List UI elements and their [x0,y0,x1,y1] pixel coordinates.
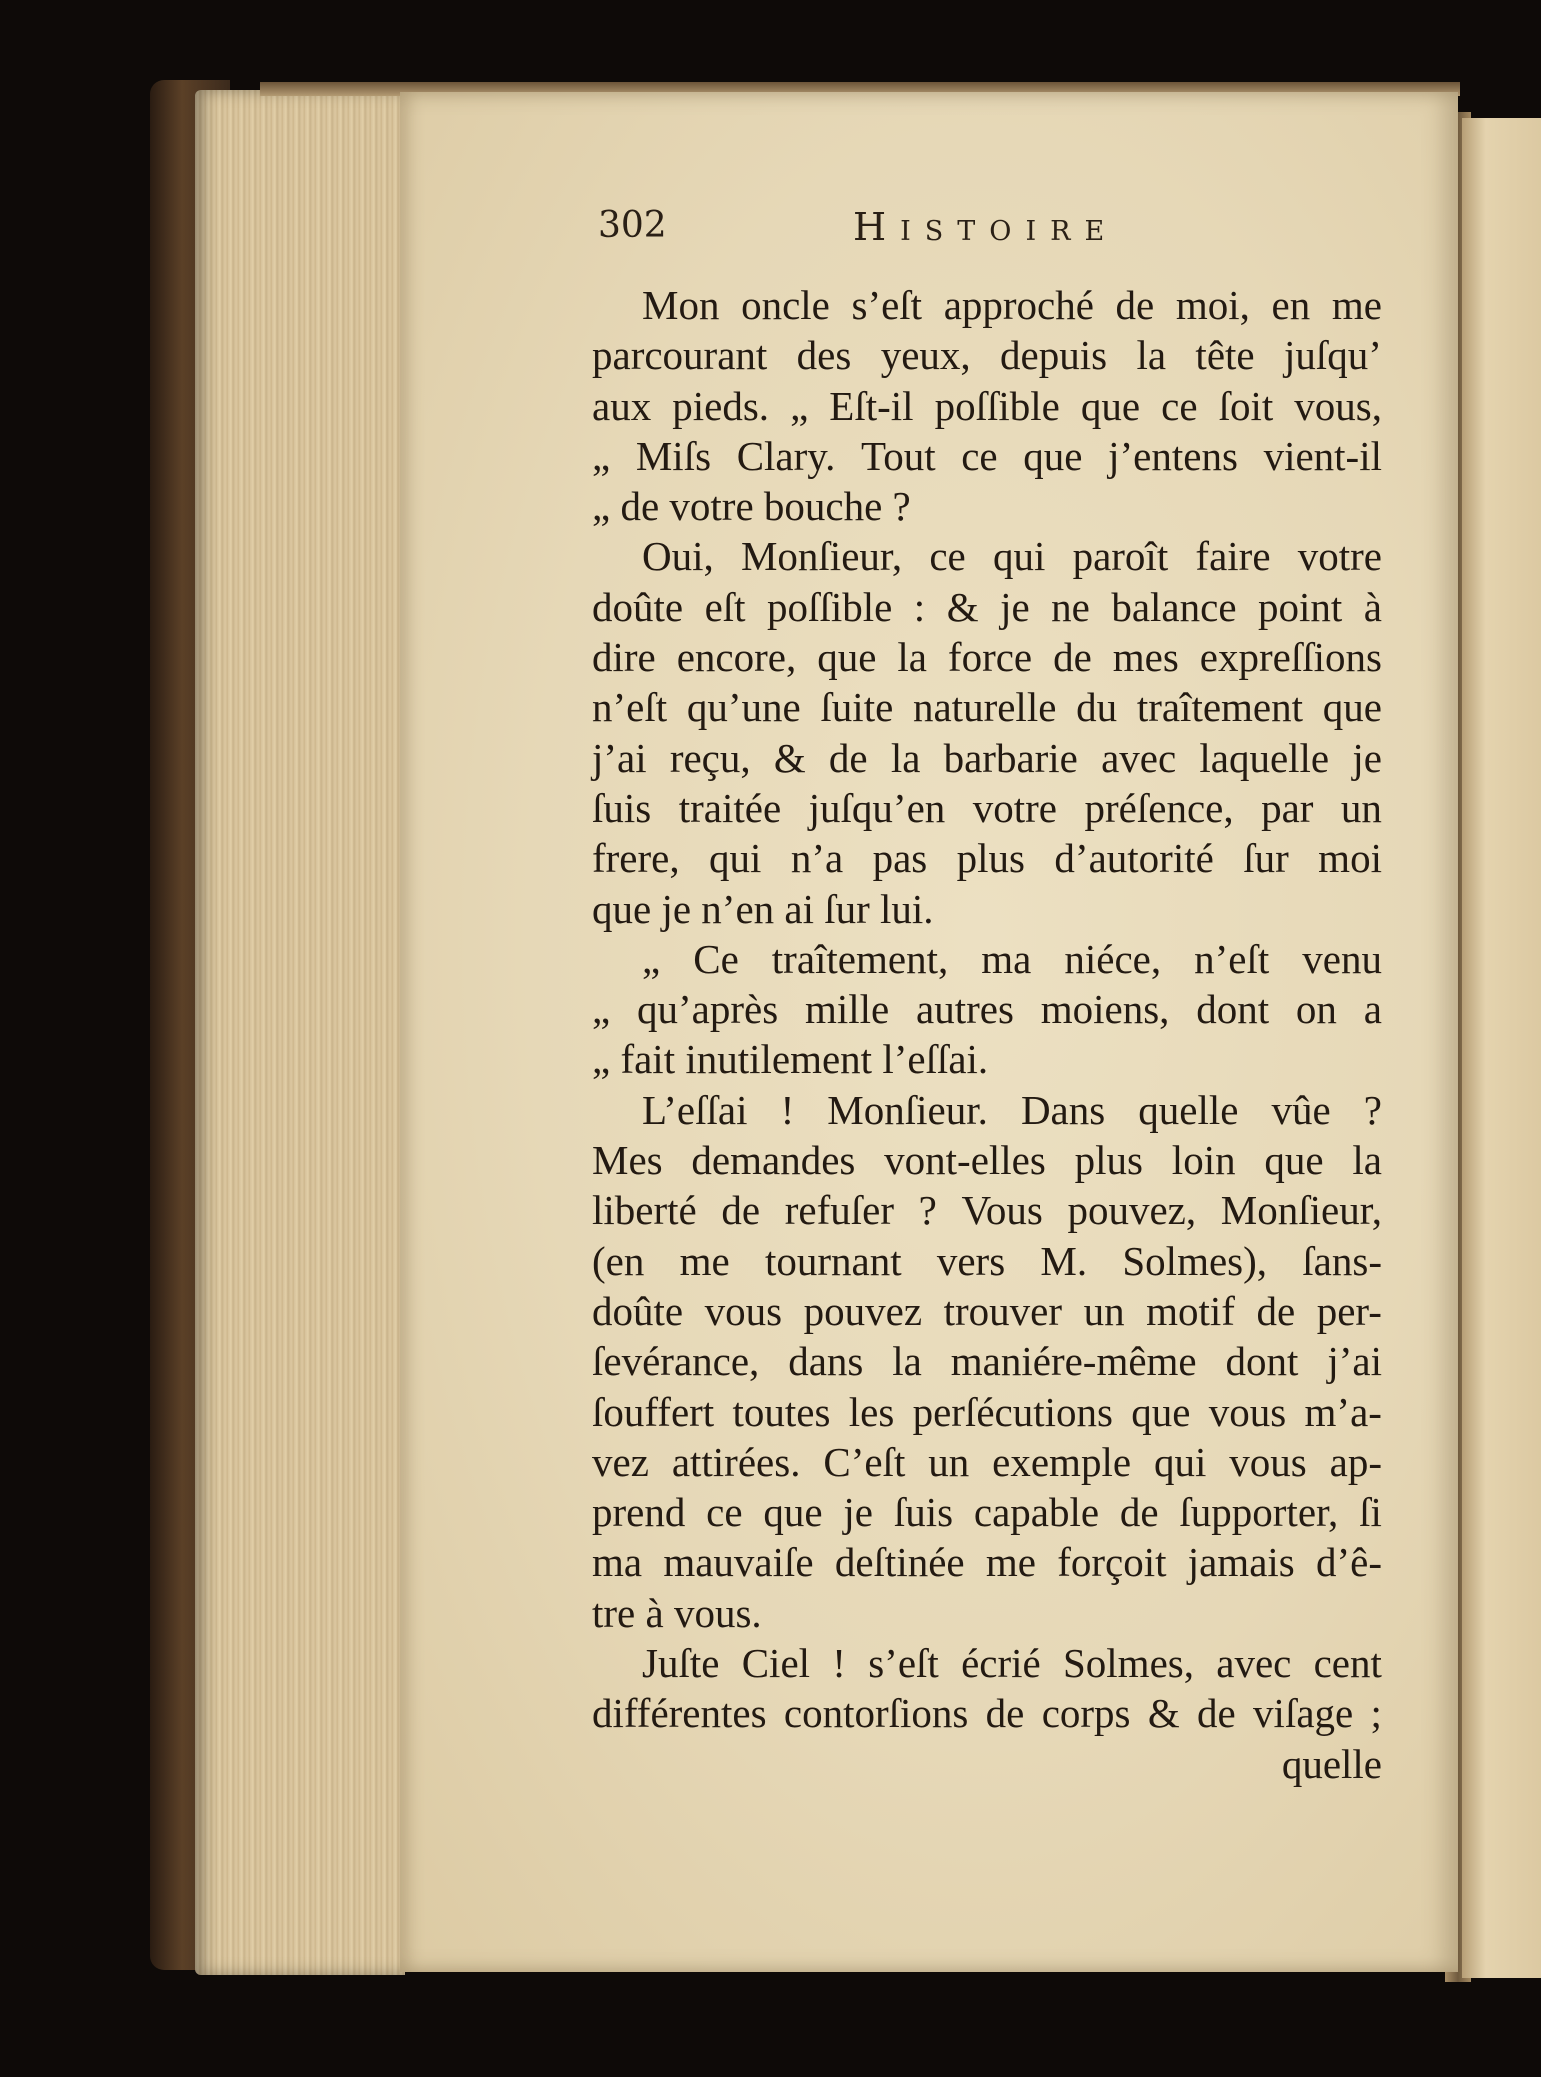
word: que [817,634,877,681]
word: frere, [592,835,680,882]
word: loin [1171,1137,1236,1184]
word: votre [972,784,1058,831]
word: un [1340,784,1382,831]
word: j’ai [592,734,647,781]
text-line [592,1236,1382,1286]
word: cent [1313,1640,1382,1687]
text-line [592,531,1382,581]
word: Monſieur, [1220,1187,1382,1234]
word: encore, [676,634,797,681]
word: ce [1161,382,1198,429]
facing-page-sliver [1462,118,1541,1978]
word: dont [1196,986,1270,1033]
word: moi [1318,835,1382,882]
word: Monſieur, [740,533,903,580]
word: qui [1153,1438,1207,1485]
word: Solmes), [1122,1237,1268,1284]
word: que [1264,1137,1324,1184]
word: parcourant [592,332,768,379]
text-line [592,1537,1382,1587]
word: aux [592,382,652,429]
word: ! [832,1640,846,1687]
word: ma [592,1539,643,1586]
word: traîtement [1136,684,1304,731]
text-line: que je n’en ai ſur lui. [592,885,934,932]
word: ne [1051,583,1090,630]
word: & [946,583,979,630]
word: ; [1370,1690,1382,1737]
text-line [592,833,1382,883]
word: a [1363,986,1382,1033]
text-line [592,984,1382,1034]
word: différentes [592,1690,767,1737]
word: par [1261,784,1314,831]
word: exemple [992,1438,1132,1485]
word: Eſt-il [829,382,914,429]
text-line: tre à vous. [592,1589,762,1636]
word: je [1352,734,1382,781]
word: Miſs [635,432,712,479]
word: n’eſt [592,684,668,731]
word: C’eſt [823,1438,906,1485]
word: approché [943,282,1094,328]
word: doûte [592,1287,684,1334]
text-line [592,1286,1382,1336]
word: mes [1112,634,1179,681]
text-line [592,582,1382,632]
word: d’autorité [1054,835,1214,882]
word: reçu, [669,734,751,781]
word: ſuis [893,1489,954,1536]
word: pouvez, [1067,1187,1197,1234]
word: me [679,1237,730,1284]
word: Ce [693,935,739,982]
word: pieds. [672,382,770,429]
word: de [721,1187,761,1234]
word: Mes [592,1137,663,1184]
word: (en [592,1237,645,1284]
word: avec [1216,1640,1292,1687]
word: „ [592,986,611,1033]
word: plus [956,835,1026,882]
word: point [1258,583,1343,630]
word: poſſible [767,583,893,630]
word: ſuite [820,684,894,731]
word: : [913,583,926,630]
text-line [592,431,1382,481]
word: viſage [1253,1690,1354,1737]
word: M. [1040,1237,1088,1284]
word: Vous [961,1187,1043,1234]
word: que [763,1489,823,1536]
word: pas [872,835,928,882]
word: que [1080,382,1141,429]
word: ce [961,432,998,479]
text-line [592,1437,1382,1487]
word: Ciel [741,1640,811,1687]
word: ſoit [1218,382,1274,429]
word: j’entens [1108,432,1238,479]
text-line [592,381,1382,431]
text-line [592,934,1382,984]
word: ſans- [1302,1237,1382,1284]
word: dans [788,1338,864,1385]
word: ſur [1243,835,1289,882]
page-number: 302 [598,205,667,246]
word: ſevérance, [592,1338,760,1385]
word: m’a- [1304,1388,1382,1435]
word: un [928,1438,970,1485]
word: L’eſſai [642,1086,748,1133]
running-title: Histoire [853,205,1119,249]
word: en [1271,282,1311,328]
word: dire [592,634,656,681]
word: jamais [1187,1539,1295,1586]
word: me [1331,282,1382,328]
word: contorſions [783,1690,969,1737]
word: préſence, [1084,784,1234,831]
word: yeux, [880,332,971,379]
word: balance [1111,583,1237,630]
word: j’ai [1327,1338,1382,1385]
word: ! [780,1086,795,1133]
word: je [843,1489,873,1536]
word: eſt [704,583,746,630]
text-line: „ fait inutilement l’eſſai. [592,1036,989,1083]
word: perſécutions [912,1388,1113,1435]
word: on [1295,986,1337,1033]
word: pouvez [803,1287,923,1334]
word: & [1147,1690,1180,1737]
word: autres [916,986,1014,1033]
word: les [848,1388,895,1435]
word: un [1083,1287,1125,1334]
word: per- [1316,1287,1382,1334]
word: barbarie [943,734,1078,781]
word: de [828,734,868,781]
word: forçoit [1057,1539,1167,1586]
word: Mon [642,282,720,328]
word: d’ê- [1315,1539,1382,1586]
word: venu [1302,935,1382,982]
word: que [1131,1388,1191,1435]
word: Dans [1020,1086,1106,1133]
running-head [598,205,1158,255]
word: „ [592,432,611,479]
word: ma [981,935,1032,982]
word: prend [592,1489,686,1536]
word: s’eſt [868,1640,939,1687]
word: plus [1074,1137,1143,1184]
word: ap- [1329,1438,1382,1485]
word: ? [1363,1086,1382,1133]
word: je [1000,583,1030,630]
text-line [592,1336,1382,1386]
word: & [773,734,806,781]
word: attirées. [671,1438,801,1485]
word: de [985,1690,1025,1737]
text-line [592,1487,1382,1537]
word: ſuis [592,784,652,831]
word: la [897,634,927,681]
text-line [592,280,1382,330]
word: demandes [691,1137,856,1184]
word: trouver [943,1287,1063,1334]
word: votre [1297,533,1382,580]
word: tête [1195,332,1255,379]
text-line [592,682,1382,732]
word: ſupporter, [1179,1489,1339,1536]
word: vûe [1271,1086,1331,1133]
word: vient-il [1263,432,1382,479]
word: naturelle [912,684,1057,731]
text-line [592,330,1382,380]
word: qu’une [686,684,801,731]
word: ce [929,533,966,580]
word: vous [1229,1438,1307,1485]
word: ? [918,1187,937,1234]
word: liberté [592,1187,697,1234]
body-text [592,280,1382,1789]
word: vous, [1294,382,1382,429]
word: la [1136,332,1167,379]
word: de [1053,634,1092,681]
word: niéce, [1064,935,1162,982]
word: juſqu’en [808,784,946,831]
word: vous [704,1287,783,1334]
text-line [592,1135,1382,1185]
word: Solmes, [1062,1640,1194,1687]
catchword: quelle [1281,1740,1382,1787]
word: oncle [741,282,830,328]
word: des [796,332,852,379]
text-line [592,1688,1382,1738]
word: vez [592,1438,649,1485]
word: que [1023,432,1083,479]
word: refuſer [784,1187,894,1234]
word: capable [973,1489,1100,1536]
word: corps [1041,1690,1131,1737]
word: qui [709,835,762,882]
word: laquelle [1199,734,1330,781]
word: dont [1225,1338,1299,1385]
word: n’eſt [1194,935,1270,982]
word: la [1352,1137,1382,1184]
word: à [1363,583,1382,630]
word: Juſte [642,1640,720,1687]
word: Oui, [642,533,714,580]
text-line [592,783,1382,833]
word: vers [936,1237,1006,1284]
word: la [892,1338,922,1385]
word: deſtinée [834,1539,965,1586]
word: Clary. [736,432,836,479]
text-line [592,733,1382,783]
word: de [1119,1489,1159,1536]
word: expreſſions [1199,634,1382,681]
word: vous [1208,1388,1287,1435]
word: de [1197,1690,1236,1737]
word: faire [1195,533,1271,580]
word: motif [1146,1287,1235,1334]
word: de [1256,1287,1296,1334]
word: vont-elles [884,1137,1046,1184]
word: la [890,734,921,781]
word: moi, [1175,282,1250,328]
word: „ [790,382,809,429]
word: Monſieur. [827,1086,988,1133]
word: écrié [961,1640,1041,1687]
word: mille [804,986,890,1033]
page-stack-edges [195,90,405,1975]
word: moiens, [1040,986,1170,1033]
word: qui [992,533,1046,580]
word: tournant [764,1237,902,1284]
word: quelle [1138,1086,1239,1133]
word: toutes [732,1388,831,1435]
word: „ [642,935,661,982]
word: poſſible [934,382,1060,429]
word: doûte [592,583,684,630]
word: traitée [678,784,782,831]
word: paroît [1072,533,1169,580]
word: du [1076,684,1118,731]
text-line [592,1185,1382,1235]
text-line [592,1387,1382,1437]
text-line: „ de votre bouche ? [592,483,911,530]
word: juſqu’ [1283,332,1382,379]
word: ſi [1359,1489,1382,1536]
word: Tout [861,432,936,479]
word: mauvaiſe [663,1539,814,1586]
word: ſouffert [592,1388,715,1435]
word: s’eſt [851,282,923,328]
word: que [1322,684,1382,731]
text-line [592,1085,1382,1135]
word: de [1115,282,1155,328]
word: me [985,1539,1036,1586]
word: ce [706,1489,743,1536]
word: maniére-même [950,1338,1197,1385]
word: n’a [790,835,844,882]
text-line [592,632,1382,682]
word: traîtement, [771,935,949,982]
word: avec [1101,734,1177,781]
word: qu’après [637,986,779,1033]
word: force [947,634,1033,681]
text-line [592,1638,1382,1688]
word: depuis [1000,332,1108,379]
